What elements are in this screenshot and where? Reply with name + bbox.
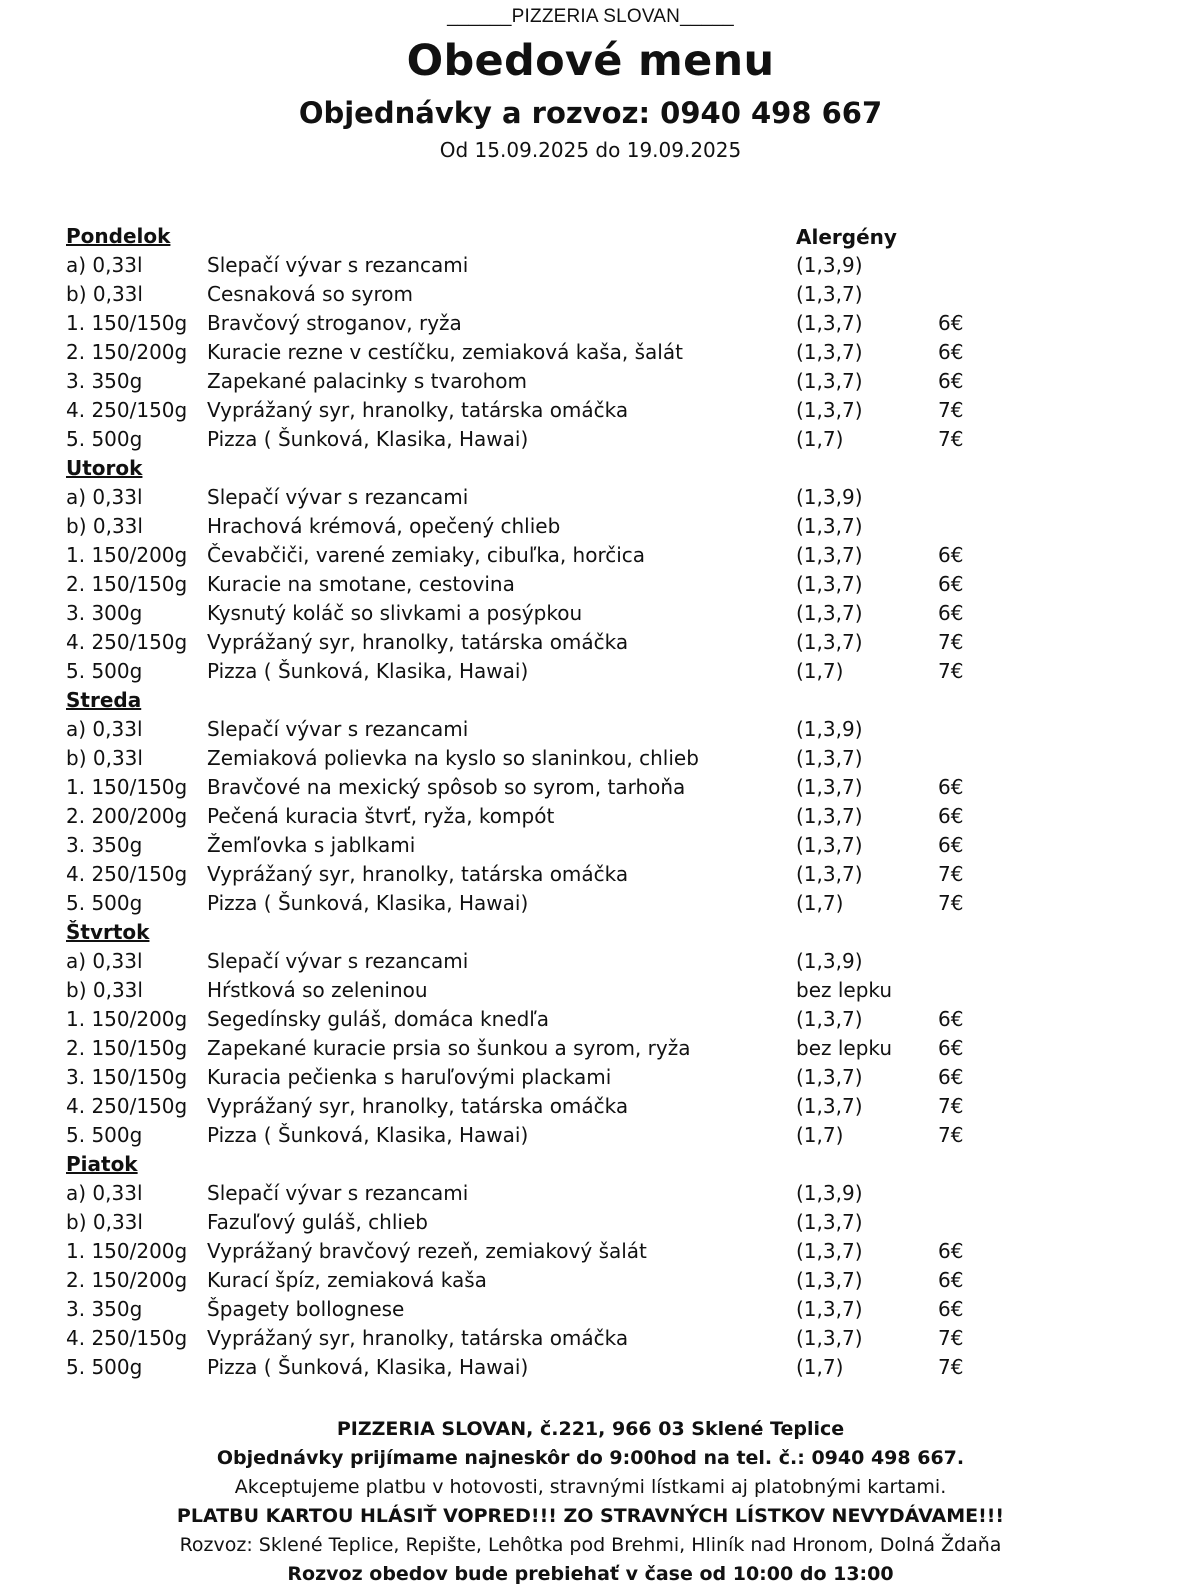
footer-address: PIZZERIA SLOVAN, č.221, 966 03 Sklené Teplice	[336, 1418, 845, 1440]
menu-item	[66, 251, 1126, 280]
footer-card-notice: PLATBU KARTOU HLÁSIŤ VOPRED!!! ZO STRAVNÝCH LÍSTKOV NEVYDÁVAME!!!	[176, 1505, 1005, 1527]
item-price: 7€	[938, 630, 964, 654]
menu-item	[66, 715, 1126, 744]
item-portion: 4. 250/150g	[66, 630, 188, 654]
item-dish: Kysnutý koláč so slivkami a posýpkou	[207, 601, 583, 625]
item-dish: Slepačí vývar s rezancami	[207, 949, 469, 973]
item-allergens: (1,3,7)	[796, 1007, 863, 1031]
menu-item	[66, 425, 1126, 454]
menu-item	[66, 889, 1126, 918]
item-portion: 3. 350g	[66, 369, 143, 393]
item-portion: 1. 150/200g	[66, 1239, 188, 1263]
item-dish: Cesnaková so syrom	[207, 282, 413, 306]
menu-item	[66, 280, 1126, 309]
item-allergens: (1,3,7)	[796, 514, 863, 538]
item-allergens: (1,3,7)	[796, 543, 863, 567]
item-price: 6€	[938, 572, 964, 596]
item-portion: 5. 500g	[66, 427, 143, 451]
date-range: Od 15.09.2025 do 19.09.2025	[439, 138, 742, 162]
item-price: 6€	[938, 1065, 964, 1089]
item-allergens: (1,3,7)	[796, 340, 863, 364]
menu-item	[66, 570, 1126, 599]
item-allergens: (1,3,7)	[796, 833, 863, 857]
item-allergens: (1,7)	[796, 427, 844, 451]
item-allergens: (1,3,7)	[796, 572, 863, 596]
item-dish: Kuracie rezne v cestíčku, zemiaková kaša, šalát	[207, 340, 683, 364]
item-price: 6€	[938, 1239, 964, 1263]
item-portion: 2. 200/200g	[66, 804, 188, 828]
item-price: 6€	[938, 601, 964, 625]
weekly-menu	[66, 222, 1126, 1382]
item-allergens: (1,3,7)	[796, 398, 863, 422]
menu-item	[66, 1063, 1126, 1092]
item-dish: Kuracia pečienka s haruľovými plackami	[207, 1065, 612, 1089]
item-dish: Bravčový stroganov, ryža	[207, 311, 462, 335]
item-dish: Hrachová krémová, opečený chlieb	[207, 514, 561, 538]
item-dish: Kurací špíz, zemiaková kaša	[207, 1268, 487, 1292]
day-heading: Utorok	[66, 456, 143, 480]
item-dish: Vyprážaný syr, hranolky, tatárska omáčka	[207, 862, 629, 886]
item-portion: 4. 250/150g	[66, 398, 188, 422]
item-allergens: (1,3,7)	[796, 862, 863, 886]
item-price: 7€	[938, 1355, 964, 1379]
item-price: 6€	[938, 1268, 964, 1292]
item-allergens: bez lepku	[796, 978, 893, 1002]
day-heading: Štvrtok	[66, 920, 150, 944]
item-dish: Fazuľový guláš, chlieb	[207, 1210, 428, 1234]
menu-item	[66, 367, 1126, 396]
item-dish: Kuracie na smotane, cestovina	[207, 572, 515, 596]
item-portion: b) 0,33l	[66, 746, 143, 770]
item-allergens: (1,3,7)	[796, 601, 863, 625]
menu-item	[66, 512, 1126, 541]
item-portion: 5. 500g	[66, 659, 143, 683]
footer	[0, 1415, 1181, 1589]
item-portion: 5. 500g	[66, 891, 143, 915]
footer-delivery-area: Rozvoz: Sklené Teplice, Repište, Lehôtka pod Brehmi, Hliník nad Hronom, Dolná Ždaňa	[179, 1534, 1002, 1556]
item-price: 6€	[938, 340, 964, 364]
item-portion: 1. 150/200g	[66, 543, 188, 567]
item-dish: Slepačí vývar s rezancami	[207, 1181, 469, 1205]
page-title: Obedové menu	[406, 36, 775, 86]
menu-item	[66, 1005, 1126, 1034]
day-heading: Streda	[66, 688, 142, 712]
restaurant-name: ______PIZZERIA SLOVAN_____	[447, 6, 734, 27]
item-portion: 1. 150/150g	[66, 311, 188, 335]
menu-item	[66, 831, 1126, 860]
menu-item	[66, 1266, 1126, 1295]
menu-item	[66, 1295, 1126, 1324]
item-price: 7€	[938, 1123, 964, 1147]
menu-item	[66, 744, 1126, 773]
item-allergens: (1,7)	[796, 659, 844, 683]
item-dish: Pizza ( Šunková, Klasika, Hawai)	[207, 659, 529, 683]
item-portion: 4. 250/150g	[66, 1326, 188, 1350]
item-portion: 3. 300g	[66, 601, 143, 625]
menu-item	[66, 1121, 1126, 1150]
footer-delivery-time: Rozvoz obedov bude prebiehať v čase od 10:00 do 13:00	[287, 1563, 894, 1585]
item-price: 6€	[938, 775, 964, 799]
item-dish: Pečená kuracia štvrť, ryža, kompót	[207, 804, 555, 828]
item-price: 6€	[938, 543, 964, 567]
item-dish: Vyprážaný bravčový rezeň, zemiakový šalát	[207, 1239, 647, 1263]
menu-item	[66, 947, 1126, 976]
order-phone: Objednávky a rozvoz: 0940 498 667	[298, 96, 883, 130]
item-allergens: (1,3,7)	[796, 1210, 863, 1234]
menu-item	[66, 541, 1126, 570]
item-portion: b) 0,33l	[66, 514, 143, 538]
item-portion: 5. 500g	[66, 1355, 143, 1379]
item-allergens: (1,3,7)	[796, 775, 863, 799]
item-price: 6€	[938, 1036, 964, 1060]
item-portion: b) 0,33l	[66, 1210, 143, 1234]
menu-item	[66, 1034, 1126, 1063]
item-dish: Vyprážaný syr, hranolky, tatárska omáčka	[207, 630, 629, 654]
item-allergens: bez lepku	[796, 1036, 893, 1060]
item-allergens: (1,3,9)	[796, 485, 863, 509]
item-portion: a) 0,33l	[66, 485, 143, 509]
item-portion: a) 0,33l	[66, 949, 143, 973]
item-dish: Slepačí vývar s rezancami	[207, 253, 469, 277]
item-allergens: (1,3,7)	[796, 1094, 863, 1118]
menu-item	[66, 802, 1126, 831]
item-allergens: (1,3,7)	[796, 746, 863, 770]
item-price: 6€	[938, 311, 964, 335]
allergens-column-heading: Alergény	[796, 225, 897, 249]
footer-payment: Akceptujeme platbu v hotovosti, stravnými lístkami aj platobnými kartami.	[234, 1476, 947, 1498]
item-dish: Zapekané kuracie prsia so šunkou a syrom, ryža	[207, 1036, 691, 1060]
menu-item	[66, 309, 1126, 338]
item-dish: Vyprážaný syr, hranolky, tatárska omáčka	[207, 1094, 629, 1118]
item-dish: Pizza ( Šunková, Klasika, Hawai)	[207, 1355, 529, 1379]
item-portion: 4. 250/150g	[66, 1094, 188, 1118]
item-allergens: (1,7)	[796, 891, 844, 915]
item-portion: a) 0,33l	[66, 253, 143, 277]
menu-item	[66, 860, 1126, 889]
item-dish: Segedínsky guláš, domáca knedľa	[207, 1007, 550, 1031]
item-allergens: (1,3,7)	[796, 1065, 863, 1089]
item-price: 7€	[938, 398, 964, 422]
menu-item	[66, 773, 1126, 802]
item-allergens: (1,3,9)	[796, 253, 863, 277]
item-price: 7€	[938, 659, 964, 683]
item-allergens: (1,7)	[796, 1123, 844, 1147]
item-allergens: (1,3,7)	[796, 1239, 863, 1263]
item-price: 6€	[938, 1297, 964, 1321]
item-allergens: (1,3,9)	[796, 1181, 863, 1205]
item-portion: 3. 350g	[66, 1297, 143, 1321]
menu-item	[66, 483, 1126, 512]
item-allergens: (1,3,7)	[796, 311, 863, 335]
day-heading: Pondelok	[66, 224, 171, 248]
item-price: 6€	[938, 804, 964, 828]
menu-item	[66, 1324, 1126, 1353]
menu-item	[66, 1179, 1126, 1208]
item-portion: a) 0,33l	[66, 717, 143, 741]
item-price: 6€	[938, 1007, 964, 1031]
item-price: 7€	[938, 1094, 964, 1118]
item-portion: 3. 350g	[66, 833, 143, 857]
item-price: 6€	[938, 833, 964, 857]
day-heading: Piatok	[66, 1152, 138, 1176]
menu-item	[66, 1237, 1126, 1266]
menu-item	[66, 396, 1126, 425]
footer-orders: Objednávky prijímame najneskôr do 9:00hod na tel. č.: 0940 498 667.	[216, 1447, 965, 1469]
item-portion: a) 0,33l	[66, 1181, 143, 1205]
item-portion: 2. 150/200g	[66, 340, 188, 364]
item-allergens: (1,3,7)	[796, 1297, 863, 1321]
item-portion: 3. 150/150g	[66, 1065, 188, 1089]
item-dish: Žemľovka s jablkami	[207, 833, 416, 857]
item-dish: Hŕstková so zeleninou	[207, 978, 428, 1002]
item-price: 7€	[938, 862, 964, 886]
menu-item	[66, 657, 1126, 686]
item-dish: Pizza ( Šunková, Klasika, Hawai)	[207, 891, 529, 915]
menu-item	[66, 1353, 1126, 1382]
menu-item	[66, 976, 1126, 1005]
item-dish: Pizza ( Šunková, Klasika, Hawai)	[207, 427, 529, 451]
item-allergens: (1,3,9)	[796, 717, 863, 741]
item-dish: Slepačí vývar s rezancami	[207, 485, 469, 509]
item-dish: Slepačí vývar s rezancami	[207, 717, 469, 741]
item-price: 7€	[938, 427, 964, 451]
item-dish: Vyprážaný syr, hranolky, tatárska omáčka	[207, 398, 629, 422]
item-price: 6€	[938, 369, 964, 393]
item-dish: Čevabčiči, varené zemiaky, cibuľka, horčica	[207, 543, 646, 567]
item-allergens: (1,3,7)	[796, 282, 863, 306]
item-dish: Zemiaková polievka na kyslo so slaninkou, chlieb	[207, 746, 699, 770]
item-dish: Špagety bollognese	[207, 1297, 405, 1321]
item-dish: Zapekané palacinky s tvarohom	[207, 369, 527, 393]
item-dish: Bravčové na mexický spôsob so syrom, tarhoňa	[207, 775, 686, 799]
menu-item	[66, 599, 1126, 628]
item-portion: 1. 150/150g	[66, 775, 188, 799]
item-price: 7€	[938, 891, 964, 915]
item-allergens: (1,3,7)	[796, 369, 863, 393]
menu-item	[66, 628, 1126, 657]
item-allergens: (1,3,7)	[796, 630, 863, 654]
item-portion: 2. 150/150g	[66, 1036, 188, 1060]
item-portion: b) 0,33l	[66, 282, 143, 306]
item-portion: 4. 250/150g	[66, 862, 188, 886]
item-dish: Pizza ( Šunková, Klasika, Hawai)	[207, 1123, 529, 1147]
item-allergens: (1,3,7)	[796, 1268, 863, 1292]
menu-item	[66, 1092, 1126, 1121]
item-allergens: (1,3,7)	[796, 1326, 863, 1350]
item-allergens: (1,3,7)	[796, 804, 863, 828]
item-dish: Vyprážaný syr, hranolky, tatárska omáčka	[207, 1326, 629, 1350]
item-allergens: (1,3,9)	[796, 949, 863, 973]
item-allergens: (1,7)	[796, 1355, 844, 1379]
item-price: 7€	[938, 1326, 964, 1350]
item-portion: 1. 150/200g	[66, 1007, 188, 1031]
menu-item	[66, 1208, 1126, 1237]
item-portion: 5. 500g	[66, 1123, 143, 1147]
menu-item	[66, 338, 1126, 367]
item-portion: 2. 150/200g	[66, 1268, 188, 1292]
item-portion: b) 0,33l	[66, 978, 143, 1002]
item-portion: 2. 150/150g	[66, 572, 188, 596]
